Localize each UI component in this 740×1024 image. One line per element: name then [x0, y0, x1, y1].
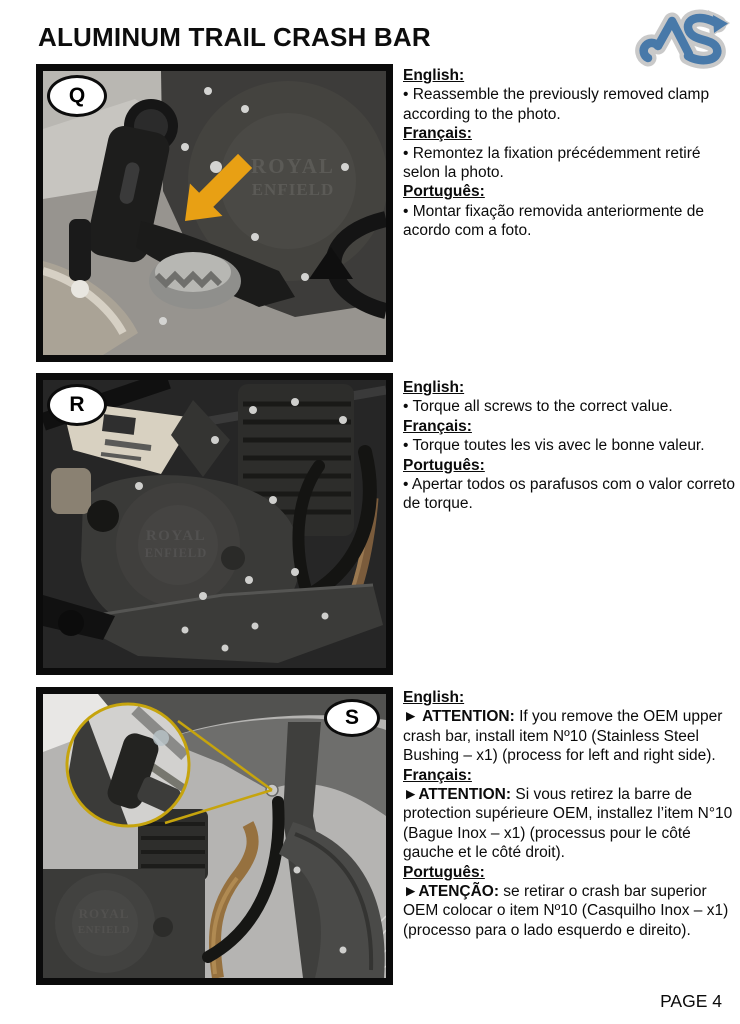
engine-badge-line2: ENFIELD — [251, 180, 335, 199]
s-english-header: English: — [403, 689, 465, 706]
page-title: ALUMINUM TRAIL CRASH BAR — [38, 22, 431, 52]
engine-badge-line1: ROYAL — [78, 906, 130, 921]
s-english-attention: ► ATTENTION: — [403, 708, 515, 726]
photo-r — [36, 373, 393, 675]
q-english-body: • Reassemble the previously removed clamp according to the photo. — [403, 86, 710, 123]
q-portuguese-header: Português: — [403, 183, 485, 201]
s-portuguese-header: Português: — [403, 863, 485, 881]
photo-label-r: R — [47, 384, 107, 426]
r-portuguese-body: • Apertar todos os parafusos com o valor correto de torque. — [403, 476, 735, 513]
photo-label-q: Q — [47, 75, 107, 117]
instructions-r — [403, 378, 737, 514]
page-number: PAGE 4 — [660, 991, 722, 1011]
engine-badge-line1: ROYAL — [145, 528, 207, 544]
q-english-header: English: — [403, 67, 465, 84]
s-french-body: ►ATTENTION: Si vous retirez la barre de protection supérieure OEM, installez l’item N°10 (Bague Inox – x1) (processus pour le côté gauche et le côté droit). — [403, 786, 733, 862]
r-french-body: • Torque toutes les vis avec le bonne valeur. — [403, 437, 705, 455]
r-french-header: Français: — [403, 417, 472, 435]
instructions-q — [403, 66, 737, 241]
q-french-header: Français: — [403, 125, 472, 143]
s-french-header: Français: — [403, 766, 472, 784]
s-portuguese-body: ►ATENÇÃO: se retirar o crash bar superior OEM colocar o item Nº10 (Casquilho Inox – x1) (processo para o lado esquerdo e direito). — [403, 883, 729, 939]
q-french-body: • Remontez la fixation précédemment retiré selon la photo. — [403, 144, 701, 182]
engine-badge-line2: ENFIELD — [77, 924, 131, 936]
r-english-body: • Torque all screws to the correct value. — [403, 398, 673, 416]
s-english-body: ► ATTENTION: If you remove the OEM upper crash bar, install item Nº10 (Stainless Steel Bushing – x1) (process for left and right side). — [403, 708, 723, 765]
r-english-header: English: — [403, 379, 465, 396]
photo-s — [36, 687, 393, 985]
q-portuguese-body: • Montar fixação removida anteriormente de acordo com a foto. — [403, 202, 704, 240]
engine-badge-line1: ROYAL — [251, 154, 335, 178]
photo-q — [36, 64, 393, 362]
brand-logo-icon — [634, 4, 730, 74]
s-portuguese-attention: ►ATENÇÃO: — [403, 883, 499, 901]
s-french-attention: ►ATTENTION: — [403, 786, 512, 804]
engine-badge-line2: ENFIELD — [144, 546, 208, 560]
photo-label-s: S — [324, 699, 380, 737]
instructions-s — [403, 688, 737, 940]
r-portuguese-header: Português: — [403, 456, 485, 474]
